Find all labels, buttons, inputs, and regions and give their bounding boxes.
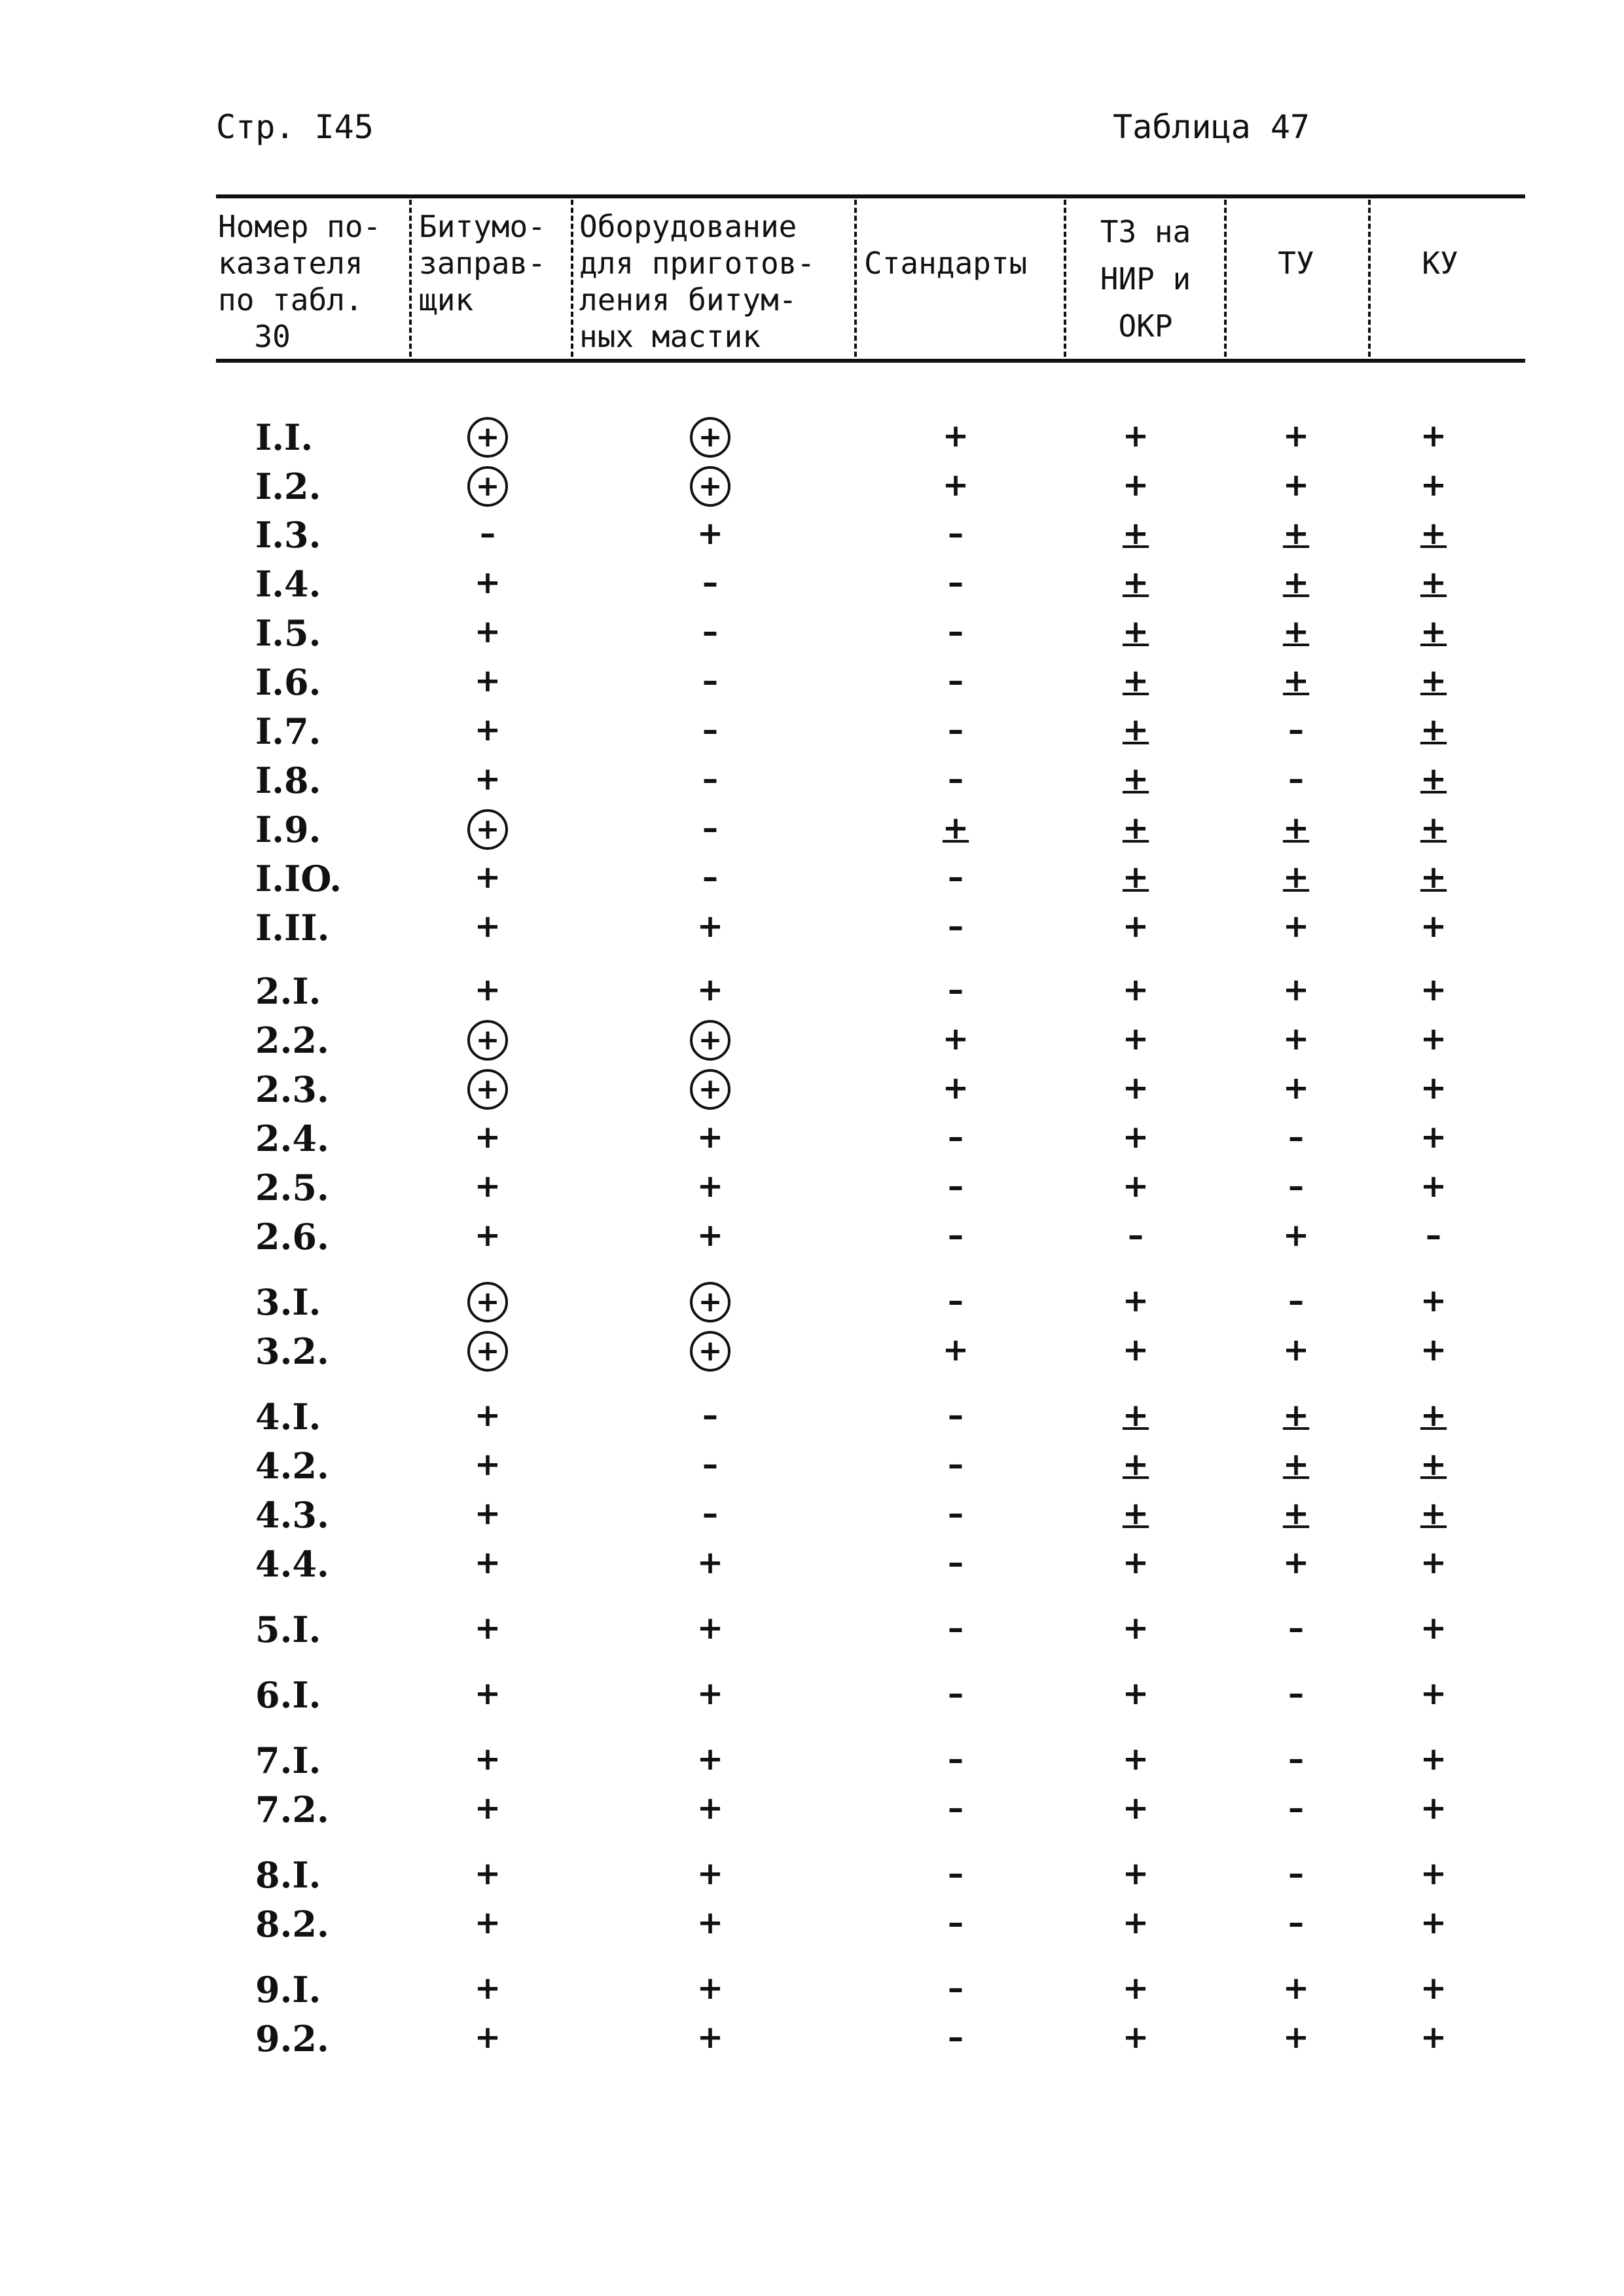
table-cell-mark: +	[1420, 1741, 1447, 1777]
row-label: I.2.	[255, 465, 321, 507]
table-cell-mark: +	[942, 1332, 969, 1368]
row-label: 3.2.	[255, 1330, 329, 1372]
table-cell-mark: +	[1420, 972, 1447, 1008]
table-cell-mark: +	[696, 1790, 724, 1827]
plus-minus-mark: +	[942, 810, 969, 847]
plus-minus-mark: +	[1420, 1446, 1447, 1483]
column-divider	[1224, 200, 1227, 357]
table-cell-mark	[677, 1331, 743, 1372]
column-header-standards: Стандарты	[864, 246, 1028, 281]
plus-minus-mark: +	[1282, 1446, 1310, 1483]
row-label: 8.2.	[255, 1903, 329, 1945]
table-cell-mark: +	[1420, 467, 1447, 503]
table-cell-mark: +	[474, 1397, 501, 1434]
row-label: I.5.	[255, 612, 321, 654]
table-cell-mark: +	[474, 2019, 501, 2056]
table-cell-mark: –	[702, 810, 718, 847]
plus-minus-mark: +	[1282, 859, 1310, 896]
table-cell-mark	[1263, 663, 1329, 699]
table-cell-mark: +	[942, 418, 969, 454]
table-cell-mark: +	[1420, 1675, 1447, 1712]
table-cell-mark: –	[948, 1217, 964, 1254]
table-cell-mark	[1263, 1495, 1329, 1532]
row-label: 2.2.	[255, 1019, 329, 1061]
table-cell-mark: +	[1122, 1544, 1149, 1581]
plus-minus-mark: +	[1282, 515, 1310, 552]
table-cell-mark: –	[702, 859, 718, 896]
table-cell-mark: +	[696, 1168, 724, 1205]
table-cell-mark: +	[696, 1217, 724, 1254]
table-cell-mark: +	[1420, 1790, 1447, 1827]
circled-plus-mark: +	[690, 1331, 731, 1372]
table-cell-mark	[1401, 859, 1466, 896]
table-cell-mark	[677, 1020, 743, 1061]
table-cell-mark: +	[1122, 418, 1149, 454]
table-cell-mark: +	[474, 1741, 501, 1777]
table-cell-mark: +	[474, 1675, 501, 1712]
table-cell-mark: +	[474, 663, 501, 699]
circled-plus-mark: +	[467, 809, 508, 850]
table-cell-mark: –	[948, 1168, 964, 1205]
table-cell-mark: +	[1122, 1790, 1149, 1827]
plus-minus-mark: +	[1420, 761, 1447, 797]
row-label: 2.5.	[255, 1167, 329, 1209]
table-cell-mark: –	[702, 564, 718, 601]
table-cell-mark: +	[474, 1544, 501, 1581]
table-cell-mark: –	[1288, 1610, 1304, 1647]
table-cell-mark: –	[948, 908, 964, 945]
table-cell-mark: –	[1288, 1855, 1304, 1892]
plus-minus-mark: +	[1420, 712, 1447, 748]
plus-minus-mark: +	[1420, 564, 1447, 601]
table-cell-mark: +	[696, 1741, 724, 1777]
column-header-tz-nir-okr: ТЗ на НИР и ОКР	[1100, 214, 1191, 344]
table-cell-mark: +	[1420, 1855, 1447, 1892]
table-cell-mark: +	[696, 2019, 724, 2056]
table-cell-mark: +	[1420, 1904, 1447, 1941]
table-cell-mark: +	[1122, 1741, 1149, 1777]
table-cell-mark: +	[1420, 1332, 1447, 1368]
table-cell-mark: +	[1282, 467, 1310, 503]
table-cell-mark: +	[1420, 1168, 1447, 1205]
table-cell-mark: +	[1282, 1217, 1310, 1254]
row-label: I.9.	[255, 809, 321, 850]
plus-minus-mark: +	[1420, 663, 1447, 699]
plus-minus-mark: +	[1282, 810, 1310, 847]
plus-minus-mark: +	[1282, 613, 1310, 650]
table-cell-mark: –	[948, 1675, 964, 1712]
table-cell-mark	[1103, 761, 1168, 797]
table-cell-mark	[1103, 1495, 1168, 1532]
table-cell-mark	[923, 810, 988, 847]
plus-minus-mark: +	[1122, 613, 1149, 650]
column-header-bitumen-tanker: Битумо- заправ- щик	[419, 209, 546, 318]
table-cell-mark: +	[1420, 1283, 1447, 1319]
table-cell-mark: +	[1282, 972, 1310, 1008]
table-cell-mark: +	[474, 859, 501, 896]
table-cell-mark	[1103, 564, 1168, 601]
table-cell-mark: –	[702, 663, 718, 699]
table-cell-mark: –	[1128, 1217, 1144, 1254]
row-label: I.II.	[255, 907, 330, 949]
table-cell-mark: –	[948, 1855, 964, 1892]
circled-plus-mark: +	[690, 417, 731, 458]
table-cell-mark: –	[948, 1970, 964, 2007]
row-label: I.6.	[255, 661, 321, 703]
table-cell-mark	[1103, 1446, 1168, 1483]
table-cell-mark: +	[1420, 908, 1447, 945]
table-cell-mark	[1263, 613, 1329, 650]
plus-minus-mark: +	[1282, 564, 1310, 601]
circled-plus-mark: +	[690, 1282, 731, 1322]
table-cell-mark: +	[474, 564, 501, 601]
row-label: I.3.	[255, 514, 321, 556]
plus-minus-mark: +	[1122, 859, 1149, 896]
table-cell-mark: +	[1122, 467, 1149, 503]
table-cell-mark	[1401, 1495, 1466, 1532]
row-label: 7.2.	[255, 1789, 329, 1831]
circled-plus-mark: +	[467, 1331, 508, 1372]
column-divider	[409, 200, 412, 357]
table-cell-mark: –	[1288, 1790, 1304, 1827]
table-cell-mark: +	[1282, 1021, 1310, 1057]
table-cell-mark: +	[1282, 418, 1310, 454]
table-cell-mark: +	[696, 515, 724, 552]
row-label: I.IO.	[255, 858, 342, 900]
plus-minus-mark: +	[1122, 761, 1149, 797]
table-cell-mark: +	[1122, 2019, 1149, 2056]
row-label: 4.4.	[255, 1543, 329, 1585]
circled-plus-mark: +	[690, 1020, 731, 1061]
plus-minus-mark: +	[1122, 1397, 1149, 1434]
table-cell-mark: –	[948, 1790, 964, 1827]
table-cell-mark	[1263, 859, 1329, 896]
table-cell-mark: –	[702, 613, 718, 650]
table-cell-mark: –	[948, 1446, 964, 1483]
table-cell-mark: –	[1288, 712, 1304, 748]
row-label: I.4.	[255, 563, 321, 605]
table-cell-mark: +	[1122, 1119, 1149, 1156]
table-cell-mark: –	[702, 761, 718, 797]
row-label: 5.I.	[255, 1609, 321, 1650]
plus-minus-mark: +	[1420, 810, 1447, 847]
table-cell-mark: +	[696, 1855, 724, 1892]
table-cell-mark	[455, 809, 520, 850]
table-cell-mark	[455, 417, 520, 458]
plus-minus-mark: +	[1122, 1495, 1149, 1532]
row-label: 2.I.	[255, 970, 321, 1012]
table-header-rule	[216, 359, 1525, 363]
table-cell-mark: –	[948, 1544, 964, 1581]
row-label: 3.I.	[255, 1281, 321, 1323]
table-cell-mark: +	[1420, 418, 1447, 454]
plus-minus-mark: +	[1420, 1495, 1447, 1532]
circled-plus-mark: +	[467, 1282, 508, 1322]
table-cell-mark	[455, 1282, 520, 1322]
table-cell-mark: +	[1420, 1970, 1447, 2007]
plus-minus-mark: +	[1420, 859, 1447, 896]
table-cell-mark	[1401, 613, 1466, 650]
page-number: Стр. I45	[216, 108, 374, 146]
table-cell-mark: +	[1420, 1610, 1447, 1647]
table-cell-mark	[677, 466, 743, 507]
table-top-rule	[216, 194, 1525, 198]
table-cell-mark: +	[696, 1610, 724, 1647]
table-cell-mark	[455, 1020, 520, 1061]
table-cell-mark: –	[1288, 1904, 1304, 1941]
table-cell-mark	[1103, 1397, 1168, 1434]
plus-minus-mark: +	[1122, 663, 1149, 699]
table-cell-mark: +	[474, 972, 501, 1008]
row-label: I.7.	[255, 710, 321, 752]
table-cell-mark	[1401, 663, 1466, 699]
row-label: 7.I.	[255, 1740, 321, 1781]
table-cell-mark	[677, 417, 743, 458]
plus-minus-mark: +	[1122, 712, 1149, 748]
table-cell-mark: +	[1122, 1070, 1149, 1106]
table-cell-mark: +	[1122, 972, 1149, 1008]
table-cell-mark	[1103, 663, 1168, 699]
table-cell-mark: +	[942, 467, 969, 503]
table-cell-mark: +	[942, 1021, 969, 1057]
table-cell-mark: +	[1122, 1855, 1149, 1892]
table-cell-mark	[1103, 810, 1168, 847]
table-cell-mark: –	[948, 515, 964, 552]
row-label: 8.I.	[255, 1854, 321, 1896]
table-cell-mark: +	[1122, 1675, 1149, 1712]
table-cell-mark	[1401, 1446, 1466, 1483]
table-cell-mark: +	[696, 1675, 724, 1712]
table-cell-mark: –	[948, 663, 964, 699]
table-cell-mark	[677, 1069, 743, 1110]
table-cell-mark: –	[1288, 1119, 1304, 1156]
table-cell-mark: +	[1122, 1610, 1149, 1647]
plus-minus-mark: +	[1122, 515, 1149, 552]
table-cell-mark: –	[702, 712, 718, 748]
table-cell-mark: +	[1122, 1168, 1149, 1205]
table-cell-mark	[1401, 761, 1466, 797]
table-cell-mark: –	[948, 972, 964, 1008]
table-cell-mark: +	[474, 1168, 501, 1205]
circled-plus-mark: +	[467, 1069, 508, 1110]
plus-minus-mark: +	[1122, 810, 1149, 847]
table-cell-mark	[1103, 712, 1168, 748]
table-cell-mark: –	[948, 564, 964, 601]
table-cell-mark: +	[1122, 1904, 1149, 1941]
table-cell-mark: +	[474, 1495, 501, 1532]
table-cell-mark: +	[942, 1070, 969, 1106]
row-label: 2.4.	[255, 1118, 329, 1159]
table-cell-mark: +	[474, 1855, 501, 1892]
table-cell-mark: +	[1282, 1970, 1310, 2007]
table-cell-mark: –	[702, 1495, 718, 1532]
table-cell-mark: +	[1282, 1070, 1310, 1106]
plus-minus-mark: +	[1122, 564, 1149, 601]
circled-plus-mark: +	[690, 466, 731, 507]
column-header-mastic-equipment: Оборудование для приготов- ления битум- ных мастик	[579, 209, 816, 354]
table-cell-mark: +	[474, 1446, 501, 1483]
table-cell-mark: +	[1420, 1021, 1447, 1057]
table-cell-mark: +	[474, 1970, 501, 2007]
table-cell-mark	[1103, 859, 1168, 896]
table-cell-mark: –	[1426, 1217, 1441, 1254]
table-cell-mark	[1103, 515, 1168, 552]
table-cell-mark: +	[696, 908, 724, 945]
row-label: 2.6.	[255, 1216, 329, 1258]
table-cell-mark: +	[696, 1904, 724, 1941]
table-cell-mark: +	[474, 1119, 501, 1156]
table-cell-mark: +	[1122, 1332, 1149, 1368]
table-cell-mark	[1401, 564, 1466, 601]
table-cell-mark: –	[948, 2019, 964, 2056]
table-cell-mark: +	[1420, 1544, 1447, 1581]
table-cell-mark	[1263, 564, 1329, 601]
table-cell-mark: +	[474, 1610, 501, 1647]
table-cell-mark: –	[948, 1904, 964, 1941]
table-cell-mark: –	[1288, 1675, 1304, 1712]
plus-minus-mark: +	[1420, 1397, 1447, 1434]
table-cell-mark: +	[1420, 1070, 1447, 1106]
table-cell-mark: –	[948, 1610, 964, 1647]
column-header-ku: КУ	[1422, 246, 1458, 281]
table-cell-mark	[455, 1069, 520, 1110]
table-cell-mark	[1401, 712, 1466, 748]
row-label: 6.I.	[255, 1674, 321, 1716]
table-cell-mark	[1263, 515, 1329, 552]
plus-minus-mark: +	[1420, 515, 1447, 552]
table-cell-mark	[1263, 810, 1329, 847]
table-cell-mark: –	[948, 613, 964, 650]
table-cell-mark: –	[948, 1495, 964, 1532]
row-label: 9.I.	[255, 1969, 321, 2011]
table-cell-mark: +	[474, 761, 501, 797]
table-cell-mark: –	[480, 515, 496, 552]
circled-plus-mark: +	[690, 1069, 731, 1110]
table-cell-mark: +	[1282, 908, 1310, 945]
circled-plus-mark: +	[467, 1020, 508, 1061]
table-cell-mark	[455, 1331, 520, 1372]
table-cell-mark: –	[1288, 761, 1304, 797]
column-header-indicator-number: Номер по- казателя по табл. 30	[218, 209, 382, 354]
table-cell-mark: +	[474, 712, 501, 748]
table-cell-mark: +	[696, 1119, 724, 1156]
table-cell-mark: +	[1282, 2019, 1310, 2056]
table-cell-mark: +	[696, 1970, 724, 2007]
row-label: 4.I.	[255, 1396, 321, 1438]
row-label: 4.2.	[255, 1445, 329, 1487]
table-cell-mark	[1401, 515, 1466, 552]
row-label: 2.3.	[255, 1068, 329, 1110]
table-cell-mark: –	[948, 761, 964, 797]
table-cell-mark: +	[1122, 1970, 1149, 2007]
table-cell-mark: –	[948, 712, 964, 748]
table-cell-mark: +	[1420, 2019, 1447, 2056]
table-cell-mark: +	[474, 1904, 501, 1941]
table-cell-mark: –	[948, 1283, 964, 1319]
row-label: 9.2.	[255, 2018, 329, 2060]
plus-minus-mark: +	[1420, 613, 1447, 650]
table-cell-mark: –	[948, 1741, 964, 1777]
table-cell-mark: +	[1122, 1283, 1149, 1319]
table-cell-mark: +	[1282, 1544, 1310, 1581]
table-cell-mark: +	[1420, 1119, 1447, 1156]
table-cell-mark	[1263, 1397, 1329, 1434]
table-cell-mark: +	[696, 1544, 724, 1581]
table-cell-mark	[677, 1282, 743, 1322]
table-cell-mark	[1263, 1446, 1329, 1483]
circled-plus-mark: +	[467, 466, 508, 507]
column-header-tu: ТУ	[1278, 246, 1314, 281]
table-cell-mark: –	[948, 859, 964, 896]
table-cell-mark: –	[948, 1397, 964, 1434]
table-cell-mark: –	[1288, 1168, 1304, 1205]
plus-minus-mark: +	[1282, 663, 1310, 699]
column-divider	[1064, 200, 1066, 357]
row-label: I.I.	[255, 416, 314, 458]
table-cell-mark	[1401, 1397, 1466, 1434]
column-divider	[1368, 200, 1371, 357]
row-label: I.8.	[255, 759, 321, 801]
table-cell-mark	[1103, 613, 1168, 650]
plus-minus-mark: +	[1282, 1495, 1310, 1532]
plus-minus-mark: +	[1282, 1397, 1310, 1434]
table-cell-mark	[1401, 810, 1466, 847]
table-cell-mark: +	[474, 613, 501, 650]
table-cell-mark	[455, 466, 520, 507]
table-cell-mark: –	[948, 1119, 964, 1156]
table-title: Таблица 47	[1113, 108, 1310, 146]
table-cell-mark: +	[474, 1790, 501, 1827]
column-divider	[571, 200, 573, 357]
table-cell-mark: +	[1282, 1332, 1310, 1368]
table-cell-mark: +	[1122, 1021, 1149, 1057]
table-cell-mark: –	[702, 1446, 718, 1483]
table-cell-mark: –	[702, 1397, 718, 1434]
table-cell-mark: +	[474, 1217, 501, 1254]
row-label: 4.3.	[255, 1494, 329, 1536]
table-cell-mark: +	[474, 908, 501, 945]
column-divider	[854, 200, 857, 357]
plus-minus-mark: +	[1122, 1446, 1149, 1483]
circled-plus-mark: +	[467, 417, 508, 458]
table-cell-mark: +	[696, 972, 724, 1008]
table-cell-mark: +	[1122, 908, 1149, 945]
table-cell-mark: –	[1288, 1741, 1304, 1777]
table-cell-mark: –	[1288, 1283, 1304, 1319]
